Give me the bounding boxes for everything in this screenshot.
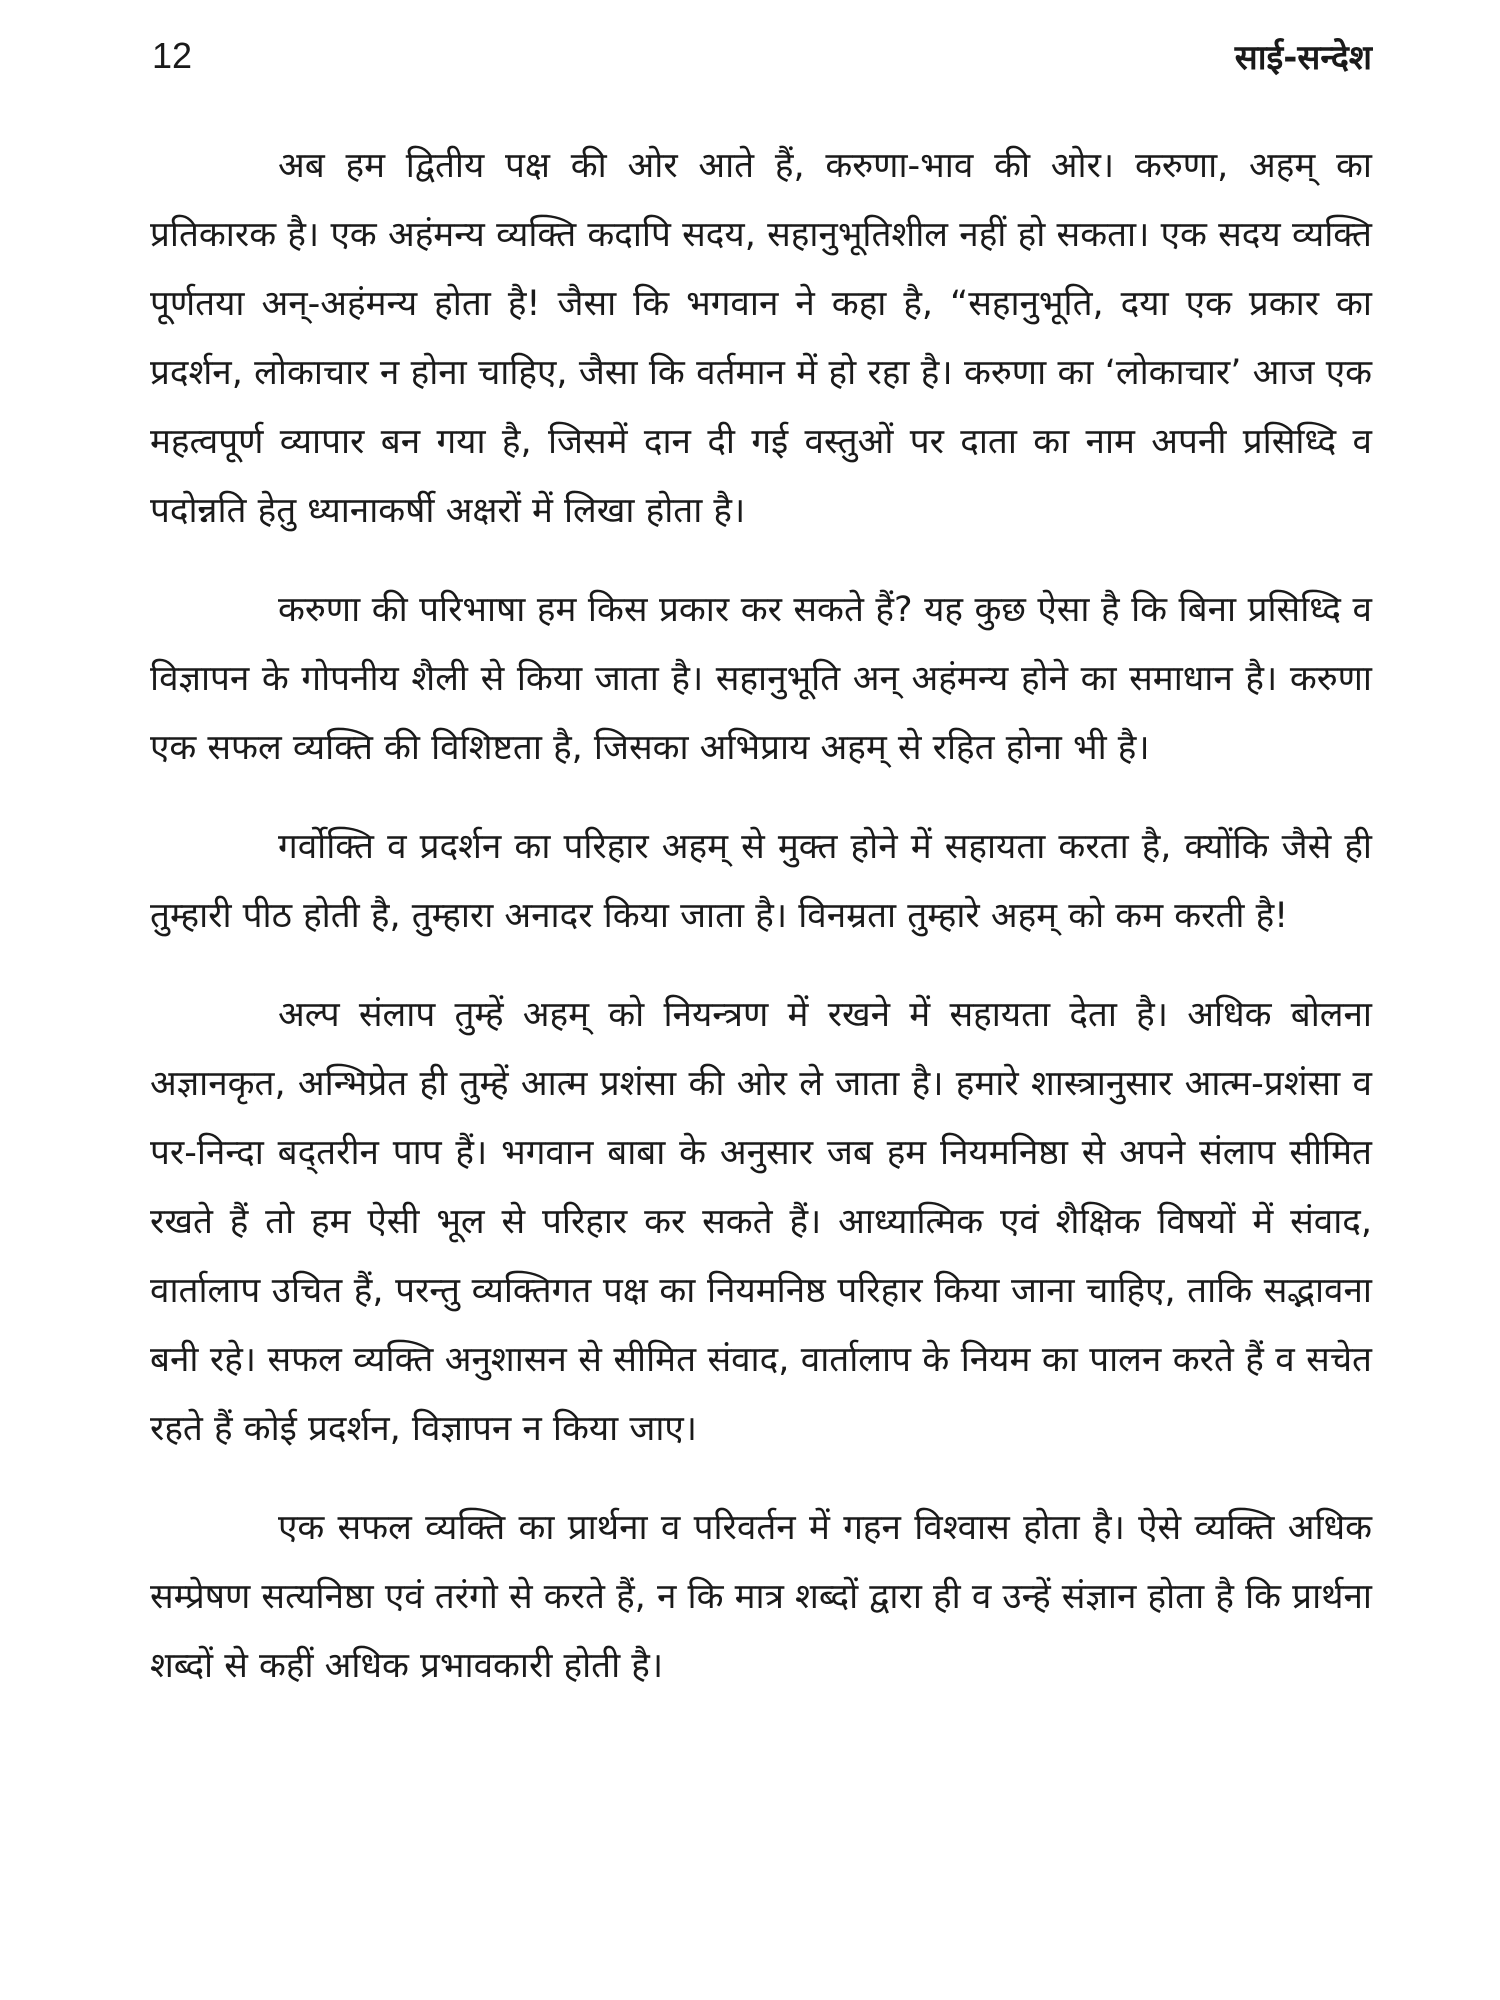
body-text bbox=[150, 132, 1372, 1731]
paragraph-1: अब हम द्वितीय पक्ष की ओर आते हैं, करुणा-भाव की ओर। करुणा, अहम् का प्रतिकारक है। एक अहंमन्य व्यक्ति कदापि सदय, सहानुभूतिशील नहीं हो सकता। एक सदय व्यक्ति पूर्णतया अन्-अहंमन्य होता है! जैसा कि भगवान ने कहा है, “सहानुभूति, दया एक प्रकार का प्रदर्शन, लोकाचार न होना चाहिए, जैसा कि वर्तमान में हो रहा है। करुणा का ‘लोकाचार’ आज एक महत्वपूर्ण व्यापार बन गया है, जिसमें दान दी गई वस्तुओं पर दाता का नाम अपनी प्रसिध्दि व पदोन्नति हेतु ध्यानाकर्षी अक्षरों में लिखा होता है। bbox=[150, 146, 1372, 531]
paragraph-3: गर्वोक्ति व प्रदर्शन का परिहार अहम् से मुक्त होने में सहायता करता है, क्योंकि जैसे ही तुम्हारी पीठ होती है, तुम्हारा अनादर किया जाता है। विनम्रता तुम्हारे अहम् को कम करती है! bbox=[150, 827, 1372, 936]
running-title: साई-सन्देश bbox=[1234, 38, 1372, 78]
page-number: 12 bbox=[152, 35, 193, 76]
paragraph-2: करुणा की परिभाषा हम किस प्रकार कर सकते हैं? यह कुछ ऐसा है कि बिना प्रसिध्दि व विज्ञापन के गोपनीय शैली से किया जाता है। सहानुभूति अन् अहंमन्य होने का समाधान है। करुणा एक सफल व्यक्ति की विशिष्टता है, जिसका अभिप्राय अहम् से रहित होना भी है। bbox=[150, 590, 1372, 768]
paragraph-5: एक सफल व्यक्ति का प्रार्थना व परिवर्तन में गहन विश्वास होता है। ऐसे व्यक्ति अधिक सम्प्रेषण सत्यनिष्ठा एवं तरंगो से करते हैं, न कि मात्र शब्दों द्वारा ही व उन्हें संज्ञान होता है कि प्रार्थना शब्दों से कहीं अधिक प्रभावकारी होती है। bbox=[150, 1508, 1372, 1686]
paragraph-4: अल्प संलाप तुम्हें अहम् को नियन्त्रण में रखने में सहायता देता है। अधिक बोलना अज्ञानकृत, अन्भिप्रेत ही तुम्हें आत्म प्रशंसा की ओर ले जाता है। हमारे शास्त्रानुसार आत्म-प्रशंसा व पर-निन्दा बद्तरीन पाप हैं। भगवान बाबा के अनुसार जब हम नियमनिष्ठा से अपने संलाप सीमित रखते हैं तो हम ऐसी भूल से परिहार कर सकते हैं। आध्यात्मिक एवं शैक्षिक विषयों में संवाद, वार्तालाप उचित हैं, परन्तु व्यक्तिगत पक्ष का नियमनिष्ठ परिहार किया जाना चाहिए, ताकि सद्भावना बनी रहे। सफल व्यक्ति अनुशासन से सीमित संवाद, वार्तालाप के नियम का पालन करते हैं व सचेत रहते हैं कोई प्रदर्शन, विज्ञापन न किया जाए। bbox=[150, 995, 1372, 1449]
